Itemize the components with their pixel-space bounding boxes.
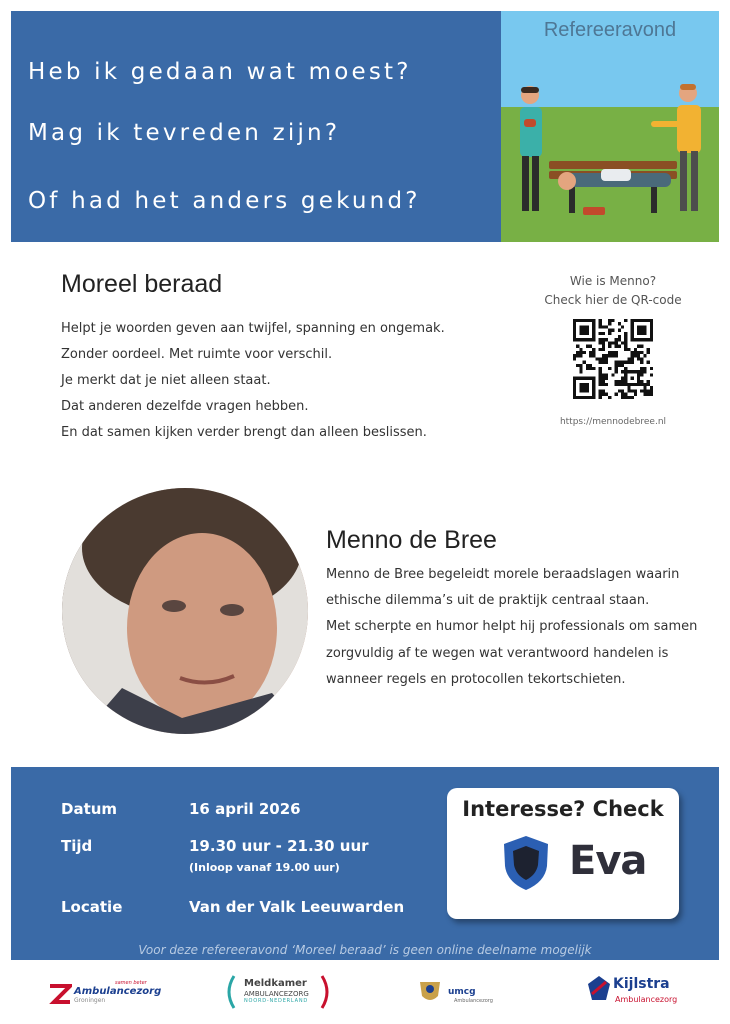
time-label: Tijd (61, 837, 93, 855)
event-info-panel (11, 767, 719, 960)
eva-brand: Eva (569, 838, 647, 884)
bag-icon (583, 207, 605, 215)
location-label: Locatie (61, 898, 123, 916)
headline-panel (11, 11, 501, 242)
ambulancezorg-mark-icon (48, 982, 72, 1006)
left-person-shirt (520, 107, 542, 157)
logo-sub: AMBULANCEZORG (244, 990, 309, 998)
right-person-hair (680, 84, 696, 90)
kijlstra-logo (586, 972, 686, 1012)
walk-in-time: (Inloop vanaf 19.00 uur) (189, 861, 340, 874)
eva-signup-card[interactable] (447, 788, 679, 919)
qr-caption-question: Wie is Menno? (569, 274, 657, 288)
illustration-panel (501, 11, 719, 242)
speaker-name: Menno de Bree (326, 526, 497, 554)
moreel-beraad-description (61, 316, 521, 446)
umcg-logo (416, 972, 496, 1012)
park-bench-illustration (501, 11, 719, 242)
speaker-portrait (62, 488, 308, 734)
meldkamer-logo (222, 972, 334, 1012)
headline-question-2: Mag ik tevreden zijn? (28, 120, 341, 146)
logo-name: Ambulancezorg (74, 986, 162, 997)
bracket-right (322, 976, 327, 1008)
ambulancezorg-groningen-logo (48, 972, 162, 1012)
crest-dot (426, 985, 434, 993)
qr-section (528, 272, 698, 427)
logo-name: Meldkamer (244, 978, 307, 989)
date-label: Datum (61, 800, 118, 818)
portrait-eye (162, 600, 186, 612)
speaker-bio (326, 562, 716, 693)
right-person-arm (651, 121, 681, 127)
lying-person-head (558, 172, 576, 190)
logo-region: Groningen (74, 997, 106, 1004)
portrait-icon (62, 488, 308, 734)
mark-stroke (50, 986, 70, 1002)
qr-caption-instruction: Check hier de QR-code (544, 293, 682, 307)
online-participation-note: Voor deze refereeravond ‘Moreel beraad’ is geen online deelname mogelijk (138, 943, 592, 957)
logo-region: NOORD-NEDERLAND (244, 998, 309, 1004)
umcg-crest-icon (416, 976, 444, 1006)
bench-seat (549, 161, 677, 169)
description-line: Helpt je woorden geven aan twijfel, spanning en ongemak. (61, 321, 445, 336)
portrait-face (127, 533, 277, 723)
location-value: Van der Valk Leeuwarden (189, 898, 405, 916)
logo-sub: Ambulancezorg (454, 998, 493, 1004)
logo-tagline: samen beter (115, 980, 147, 986)
bracket-left (229, 976, 234, 1008)
bio-line: ethische dilemma’s uit de praktijk centraal staan. (326, 593, 650, 609)
right-person-leg (691, 151, 698, 211)
portrait-eye (220, 604, 244, 616)
kijlstra-star-icon (586, 974, 612, 1006)
website-link[interactable]: https://mennodebree.nl (559, 417, 667, 427)
shield-icon (501, 834, 551, 892)
right-person-shirt (677, 105, 701, 153)
headline-question-1: Heb ik gedaan wat moest? (28, 59, 412, 85)
bio-line: Met scherpte en humor helpt hij professionals om samen (326, 619, 698, 635)
lying-person-shirt (601, 169, 631, 181)
event-type-label: Refereeravond (543, 19, 677, 41)
header-banner (11, 11, 719, 242)
moreel-beraad-title: Moreel beraad (61, 270, 223, 298)
description-line: Zonder oordeel. Met ruimte voor verschil. (61, 347, 333, 362)
description-line: En dat samen kijken verder brengt dan alleen beslissen. (61, 425, 427, 440)
left-person-leg (532, 156, 539, 211)
left-person-arm (524, 119, 536, 127)
bio-line: zorgvuldig af te wegen wat verantwoord handelen is (326, 645, 669, 661)
logo-name: umcg (448, 987, 476, 997)
headline-question-3: Of had het anders gekund? (28, 188, 421, 214)
right-person-leg (680, 151, 687, 211)
eva-card-heading: Interesse? Check (462, 797, 664, 821)
bio-line: Menno de Bree begeleidt morele beraadslagen waarin (326, 567, 680, 582)
left-person-hair (521, 87, 539, 93)
logo-sub: Ambulancezorg (615, 995, 678, 1004)
qr-code-icon[interactable] (573, 319, 653, 399)
time-value: 19.30 uur - 21.30 uur (189, 837, 369, 855)
partner-logos (0, 972, 730, 1012)
bio-line: wanneer regels en protocollen tekortschieten. (326, 671, 626, 687)
date-value: 16 april 2026 (189, 800, 301, 818)
logo-name: Kijlstra (613, 976, 670, 992)
left-person-leg (522, 156, 529, 211)
description-line: Je merkt dat je niet alleen staat. (61, 373, 271, 388)
description-line: Dat anderen dezelfde vragen hebben. (61, 399, 309, 414)
